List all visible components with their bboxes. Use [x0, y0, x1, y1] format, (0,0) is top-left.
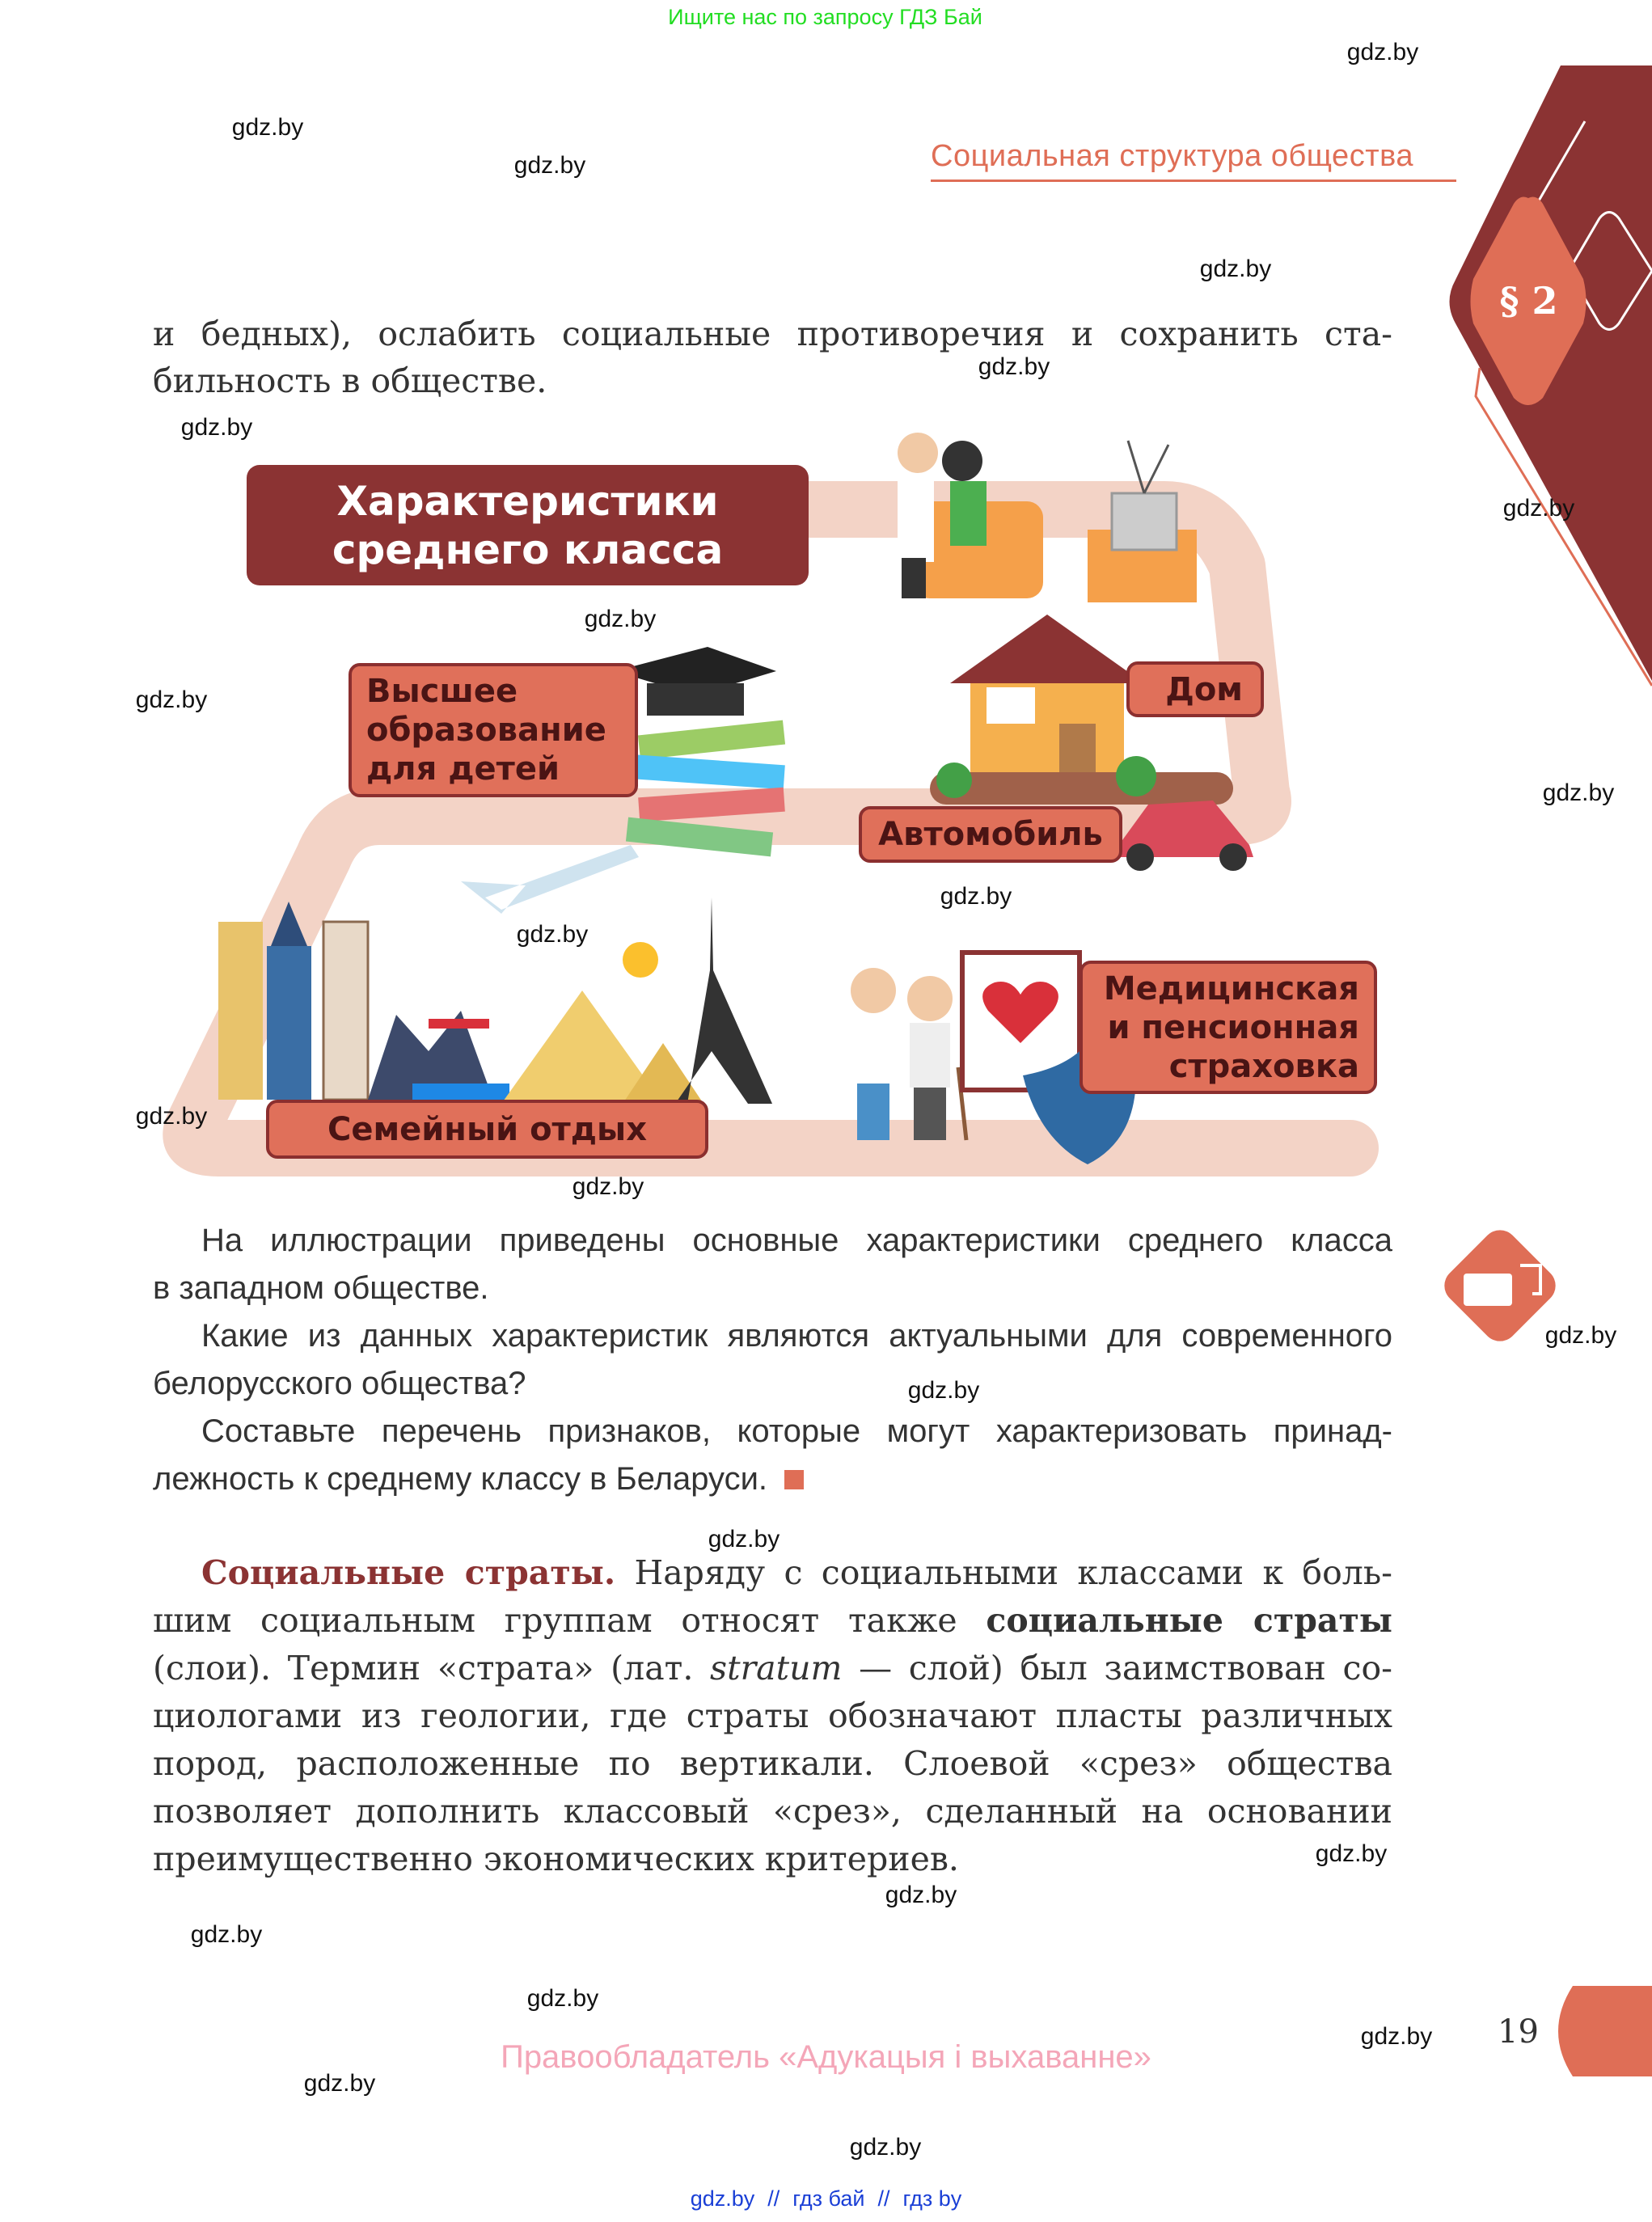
watermark: gdz.by: [1199, 256, 1272, 282]
watermark: gdz.by: [978, 353, 1050, 380]
bold-term: социальные страты: [986, 1601, 1392, 1640]
illustration-title: [247, 465, 809, 585]
strata-line: [201, 1549, 1392, 1597]
watermark: gdz.by: [190, 1921, 263, 1948]
watermark: gdz.by: [907, 1377, 980, 1404]
watermark: gdz.by: [584, 606, 657, 632]
watermark: gdz.by: [708, 1526, 780, 1552]
separator: //: [877, 2186, 890, 2211]
watermark: gdz.by: [135, 1103, 208, 1130]
footer-links: [0, 2186, 1652, 2211]
strata-line: [153, 1597, 1392, 1645]
label-education: [349, 663, 638, 797]
sun-illustration: [623, 942, 658, 978]
latin-term: stratum: [710, 1649, 843, 1688]
watermark: gdz.by: [1360, 2023, 1433, 2050]
watermark: gdz.by: [513, 152, 586, 179]
label-car: Автомобиль: [859, 806, 1122, 863]
task-line: На иллюстрации приведены основные характеристики среднего класса: [201, 1223, 1392, 1258]
term-heading: Социальные страты.: [201, 1553, 616, 1592]
watermark: gdz.by: [303, 2070, 376, 2097]
label-line: для детей: [366, 750, 560, 788]
watermark: gdz.by: [1502, 495, 1575, 522]
watermark: gdz.by: [231, 114, 304, 141]
watermark: gdz.by: [1542, 779, 1615, 806]
strata-line: циологами из геологии, где страты обозначают пласты различных: [153, 1696, 1392, 1735]
section-badge: § 2: [1499, 279, 1558, 323]
task-line-text: лежность к среднему классу в Беларуси.: [153, 1461, 768, 1497]
watermark: gdz.by: [940, 883, 1012, 910]
task-line: белорусского общества?: [153, 1366, 526, 1401]
link-gdz-by[interactable]: gdz.by: [690, 2186, 755, 2211]
label-insurance: [1080, 961, 1377, 1094]
strata-line: преимущественно экономических критериев.: [153, 1840, 959, 1878]
task-line: в западном обществе.: [153, 1270, 489, 1306]
watermark: gdz.by: [526, 1985, 599, 2012]
separator: //: [767, 2186, 780, 2211]
label-line: и пенсионная: [1107, 1008, 1359, 1046]
label-line: страховка: [1168, 1047, 1359, 1085]
label-line: Высшее: [366, 673, 518, 710]
label-line: образование: [366, 712, 606, 749]
intro-line: и бедных), ослабить социальные противоречия и сохранить ста-: [153, 315, 1392, 353]
watermark: gdz.by: [1346, 39, 1419, 65]
discussion-icon: [1437, 1223, 1563, 1349]
strata-line: пород, расположенные по вертикали. Слоевой «срез» общества: [153, 1744, 1392, 1783]
chapter-title: Социальная структура общества: [931, 139, 1413, 173]
label-house: Дом: [1126, 661, 1264, 717]
text: (слои). Термин «страта» (лат.: [153, 1649, 711, 1688]
watermark: gdz.by: [885, 1882, 957, 1908]
plane-illustration: [461, 845, 639, 914]
label-vacation: Семейный отдых: [266, 1100, 708, 1159]
title-line: Характеристики: [336, 477, 719, 525]
watermark: gdz.by: [516, 921, 589, 948]
top-search-banner[interactable]: Ищите нас по запросу ГДЗ Бай: [668, 5, 982, 29]
text: Наряду с социальными классами к боль-: [615, 1553, 1392, 1592]
elderly-couple-illustration: [851, 968, 966, 1140]
rights-holder-notice: Правообладатель «Адукацыя і выхаванне»: [501, 2039, 1151, 2075]
intro-line: бильность в обществе.: [153, 361, 547, 400]
end-square-icon: [784, 1470, 804, 1489]
label-line: Медицинская: [1103, 969, 1359, 1008]
watermark: gdz.by: [1544, 1322, 1617, 1349]
strata-line: [153, 1645, 1392, 1692]
link-gdz-by-cyr[interactable]: гдз by: [902, 2186, 962, 2211]
task-line: Составьте перечень признаков, которые могут характеризовать принад-: [201, 1413, 1392, 1449]
watermark: gdz.by: [1315, 1840, 1388, 1867]
watermark: gdz.by: [135, 686, 208, 713]
task-line: Какие из данных характеристик являются актуальными для современного: [201, 1318, 1392, 1354]
text: — слой) был заимствован со-: [842, 1649, 1393, 1688]
watermark: gdz.by: [572, 1173, 644, 1200]
chapter-title-underline: [931, 180, 1456, 182]
task-line: [153, 1455, 1392, 1503]
watermark: gdz.by: [849, 2134, 922, 2161]
page-number: 19: [1498, 2013, 1539, 2051]
link-gdz-bai[interactable]: гдз бай: [792, 2186, 865, 2211]
watermark: gdz.by: [180, 414, 253, 441]
strata-line: позволяет дополнить классовый «срез», сделанный на основании: [153, 1792, 1392, 1831]
text: шим социальным группам относят также: [153, 1601, 987, 1640]
title-line: среднего класса: [332, 526, 724, 573]
